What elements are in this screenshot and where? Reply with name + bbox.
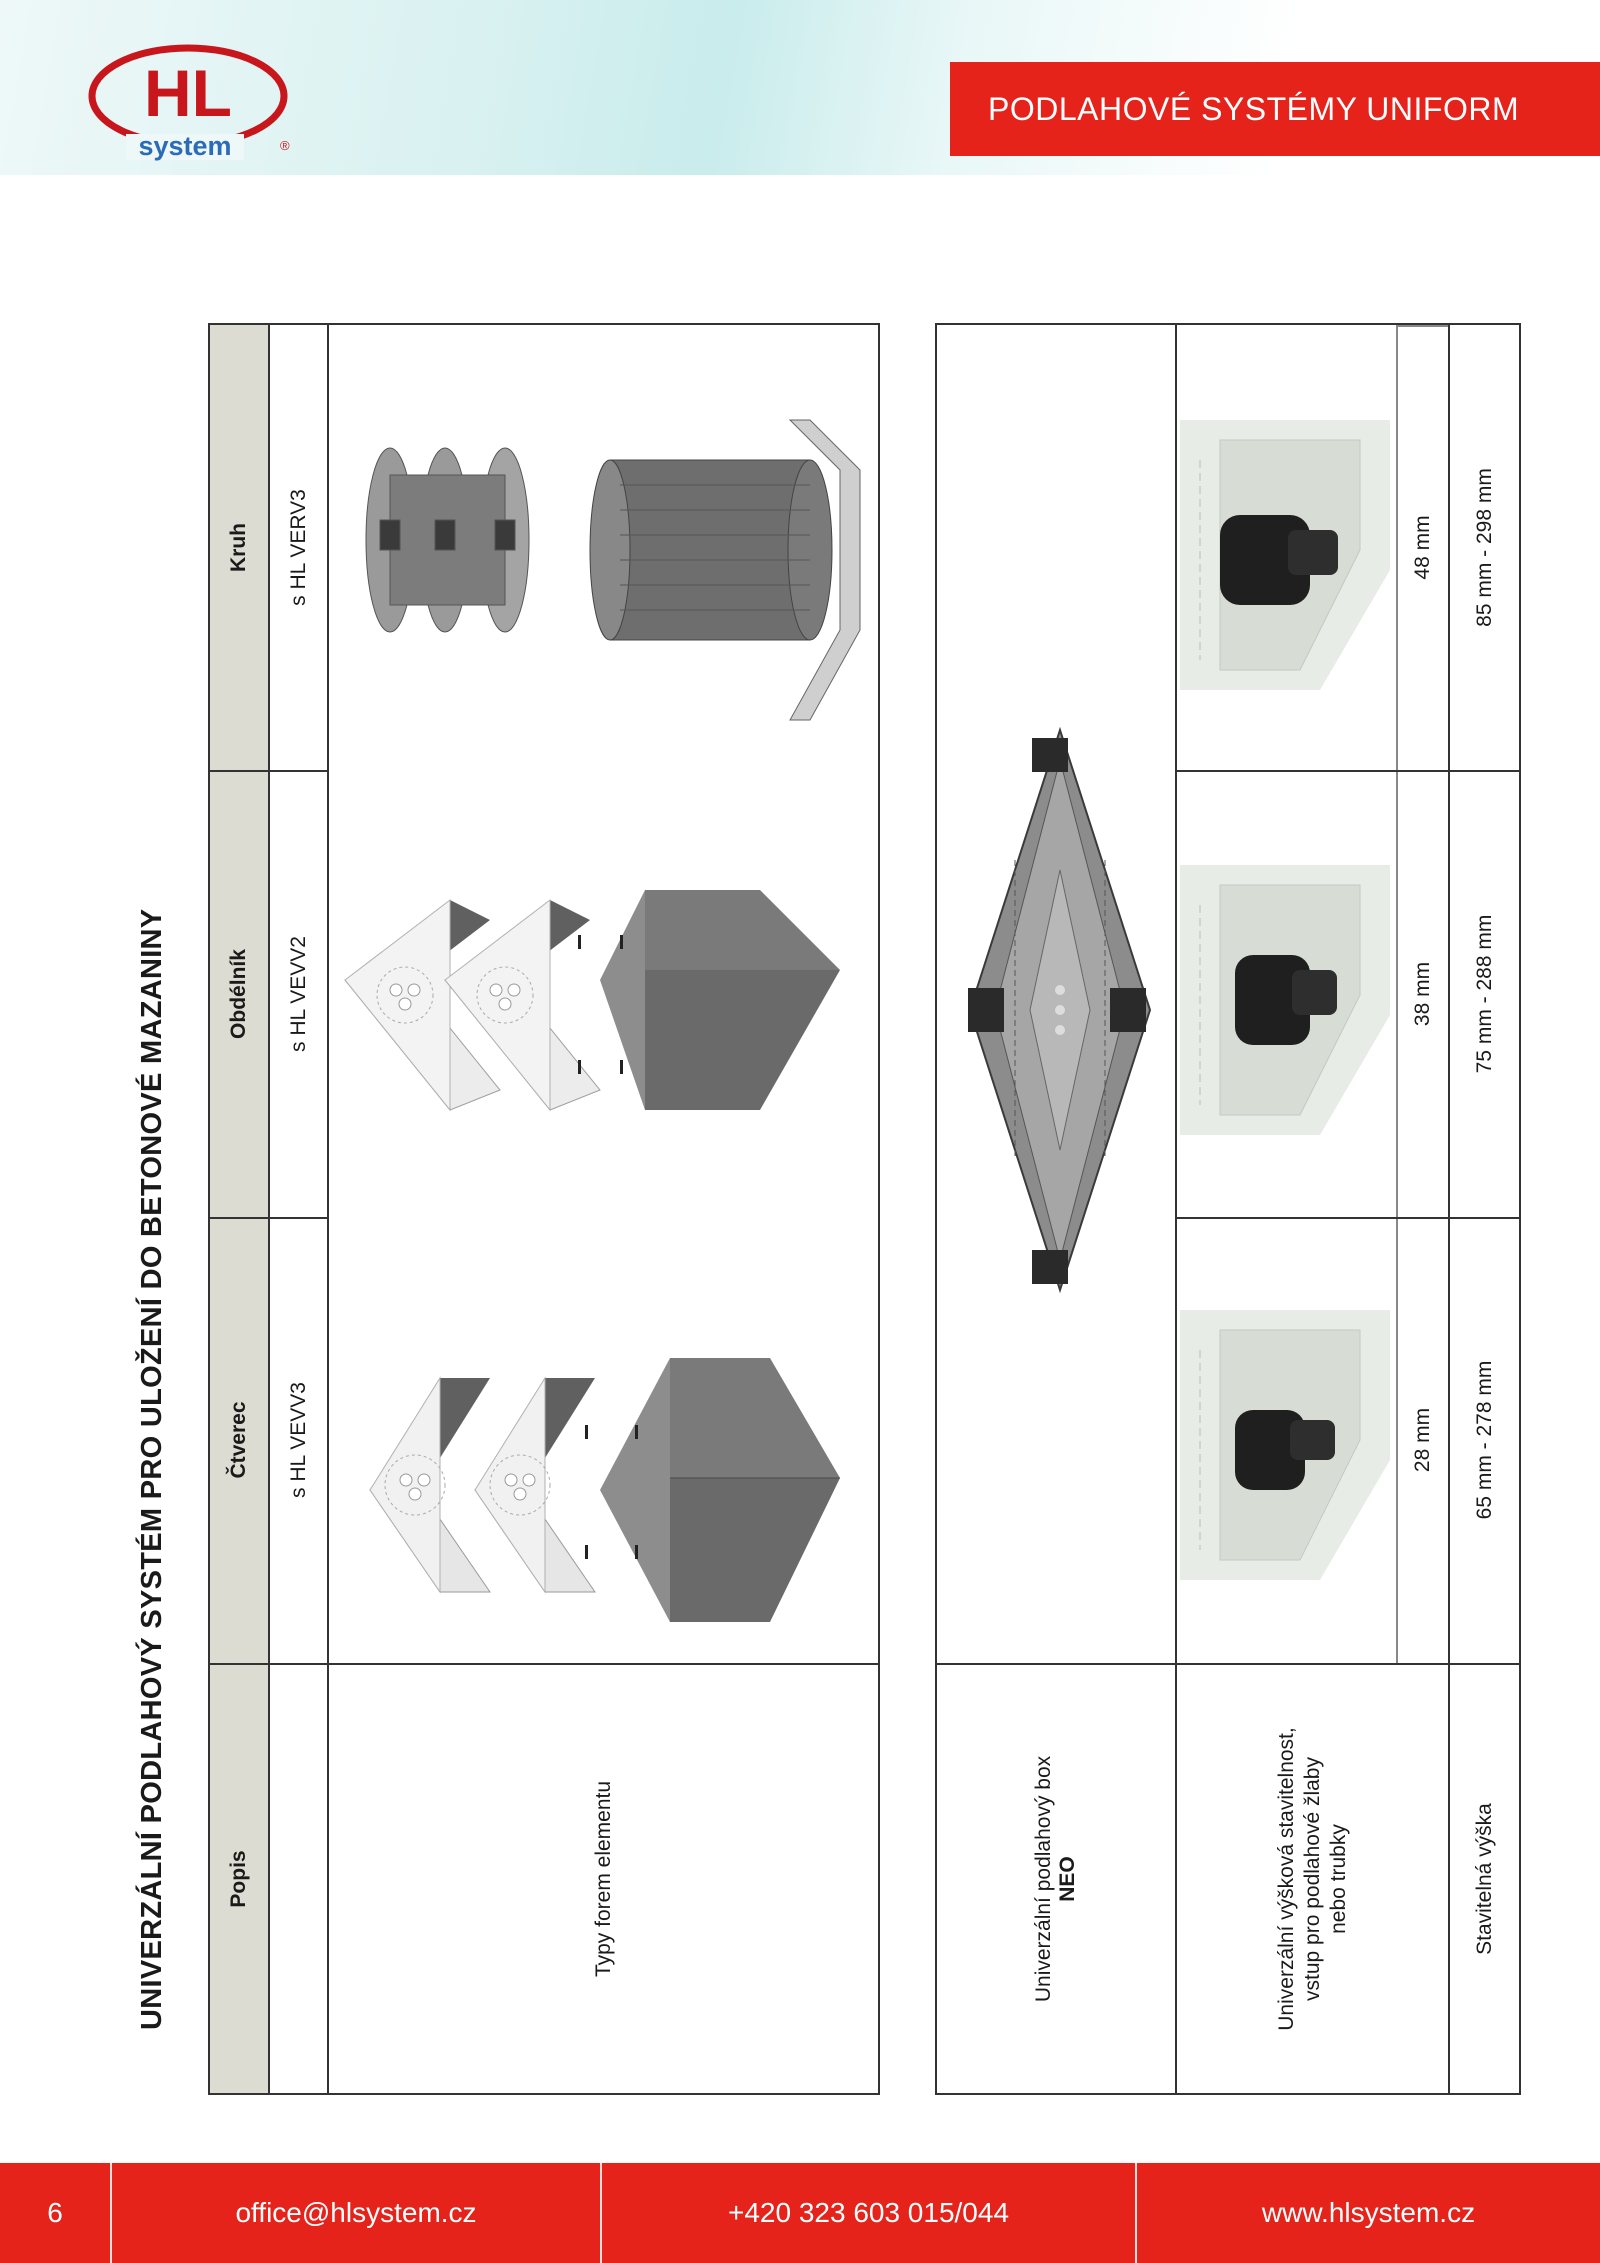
footer-website-link[interactable]: www.hlsystem.cz — [1261, 2197, 1476, 2228]
height-38: 38 mm — [1411, 961, 1434, 1027]
header-obdelnik: Obdélník — [227, 949, 250, 1039]
range-kruh: 85 mm - 298 mm — [1472, 468, 1496, 627]
page-number: 6 — [47, 2197, 63, 2228]
form-types-label: Typy forem elementu — [591, 1780, 615, 1978]
neo-box-name: NEO — [1056, 1856, 1079, 1902]
adjuster-38-illustration — [1180, 865, 1390, 1135]
neo-box-label — [937, 1665, 1175, 2093]
range-obdelnik: 75 mm - 288 mm — [1472, 914, 1496, 1074]
neo-box-label-text: Univerzální podlahový box — [1032, 1755, 1055, 2003]
footer-phone: +420 323 603 015/044 — [727, 2197, 1010, 2228]
adjustability-label — [1177, 1665, 1448, 2093]
adjustability-line-1: Univerzální výšková stavitelnost, — [1274, 1727, 1298, 2031]
adjuster-48-illustration — [1180, 420, 1390, 690]
height-28: 28 mm — [1411, 1407, 1434, 1473]
range-ctverec: 65 mm - 278 mm — [1472, 1360, 1496, 1520]
hl-system-logo — [88, 38, 298, 163]
circle-form-illustration — [350, 410, 870, 730]
code-vevv3: s HL VEVV3 — [286, 1382, 310, 1498]
svg-text:HL: HL — [144, 56, 232, 130]
adjustability-line-3: nebo trubky — [1326, 1824, 1350, 1934]
section-title: UNIVERZÁLNÍ PODLAHOVÝ SYSTÉM PRO ULOŽENÍ DO BETONOVÉ MAZANINY — [136, 908, 168, 2030]
code-verv3: s HL VERV3 — [286, 489, 310, 606]
header-popis: Popis — [227, 1850, 250, 1908]
range-label: Stavitelná výška — [1472, 1803, 1496, 1955]
header-kruh: Kruh — [227, 523, 250, 572]
neo-box-illustration — [960, 720, 1160, 1300]
footer-email-link[interactable]: office@hlsystem.cz — [235, 2197, 477, 2228]
svg-text:system: system — [138, 131, 232, 161]
header-ctverec: Čtverec — [227, 1401, 250, 1479]
square-form-illustration — [340, 1330, 860, 1640]
adjuster-28-illustration — [1180, 1310, 1390, 1580]
header-title-box — [950, 62, 1600, 156]
rectangle-form-illustration — [340, 880, 860, 1190]
height-48: 48 mm — [1411, 515, 1434, 580]
code-vevv2: s HL VEVV2 — [286, 936, 310, 1052]
adjustability-line-2: vstup pro podlahové žlaby — [1300, 1757, 1324, 2001]
svg-text:®: ® — [280, 138, 290, 153]
header-title: PODLAHOVÉ SYSTÉMY UNIFORM — [988, 90, 1520, 127]
